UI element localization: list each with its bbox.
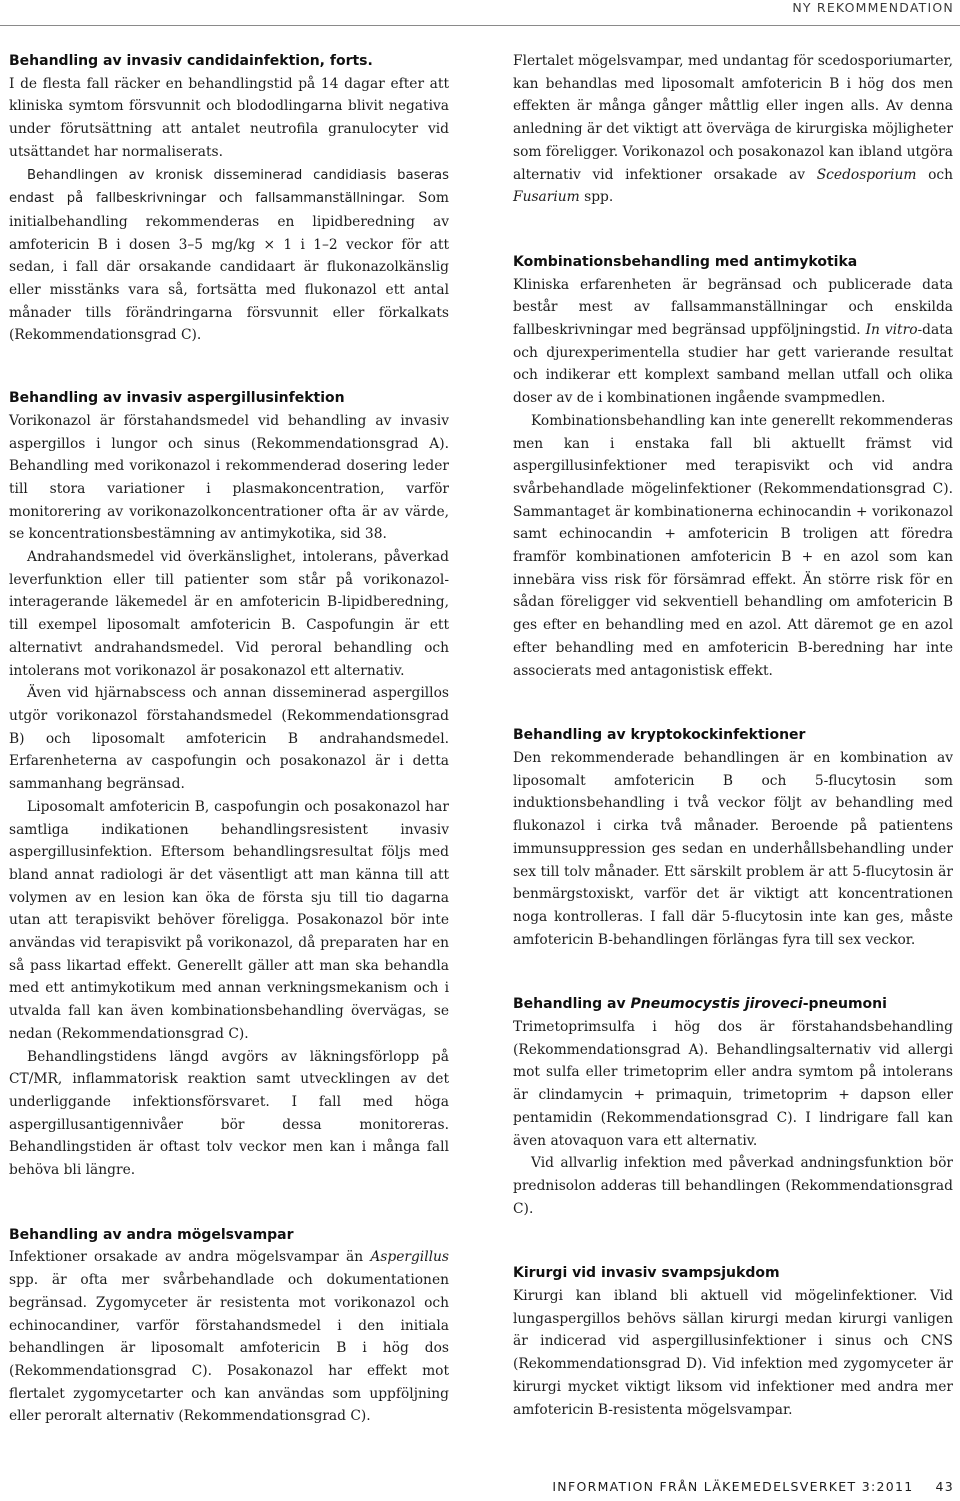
heading-candida-continued: Behandling av invasiv candidainfektion, forts. <box>9 53 373 69</box>
molds-cont-text-a: Flertalet mögelsvampar, med undantag för scedosporiumarter, kan behandlas med liposomalt amfotericin B i hög dos men effekten är många gånger måttlig eller ingen alls. Av denna anledning är det viktigt att överväga de kirurgiska möjligheter som föreligger. Vorikonazol och posakonazol kan ibland utgöra alternativ vid infektioner orsakade av <box>513 53 953 183</box>
heading-surgery: Kirurgi vid invasiv svampsjukdom <box>513 1265 780 1282</box>
heading-other-molds: Behandling av andra mögelsvampar <box>9 1226 294 1243</box>
footer <box>552 1479 954 1494</box>
paragraph-combination-evidence <box>513 274 953 410</box>
paragraph-surgery: Kirurgi kan ibland bli aktuell vid mögelinfektioner. Vid lungaspergillos behövs sällan kirurgi medan kirurgi vanligen är indicerad vid aspergillusinfektioner i sinus och CNS (Rekommendationsgrad D). Vid infektion med zygomyceter är kirurgi mycket viktigt liksom vid infektioner med andra mer amfotericin B-resistenta mögelsvampar. <box>513 1288 953 1418</box>
page-number: 43 <box>935 1479 954 1494</box>
paragraph-combination-recommendation: Kombinationsbehandling kan inte generellt rekommenderas men kan i enstaka fall bli aktuellt främst vid aspergillusinfektioner med terapisvikt och vid andra svårbehandlade mögelinfektioner (Rekommendationsgrad C). Sammantaget är kombinationerna echinocandin + vorikonazol samt echinocandin + amfotericin B troligen att föredra framför kombinationen amfotericin B + en azol som kan innebära viss risk för försämrad effekt. Än större risk för en sådan föreligger vid sekventiell behandling om amfotericin B ges efter en behandling med en azol. Att däremot ge en azol efter behandling med en amfotericin B-beredning har inte associerats med antagonistisk effekt. <box>513 412 953 679</box>
chronic-candidiasis-treatment: Som initialbehandling rekommenderas en lipidberedning av amfotericin B i dosen 3–5 mg/kg × 1 i 1–2 veckor för att sedan, i fall där orsakande candidaart är flukonazolkänslig eller misstänks vara så, fortsätta med flukonazol ett antal månader tills förändringarna försvunnit eller förkalkats (Rekommendationsgrad C). <box>9 190 449 344</box>
combo-text-a: Kliniska erfarenheten är begränsad och publicerade data består mest av fallsammanställningar och enskilda fallbeskrivningar med begränsad uppföljningstid. <box>513 276 953 339</box>
paragraph-other-molds-continued <box>513 50 953 209</box>
heading-pneumocystis <box>513 993 953 1016</box>
right-column <box>513 50 953 1421</box>
pneumocystis-heading-b: -pneumoni <box>802 996 887 1013</box>
paragraph-chronic-candidiasis <box>9 164 449 348</box>
paragraph-other-molds <box>9 1246 449 1428</box>
other-molds-text-a: Infektioner orsakade av andra mögelsvampar än <box>9 1249 371 1266</box>
header-divider <box>0 25 960 26</box>
other-molds-text-b: spp. är ofta mer svårbehandlade och dokumentationen begränsad. Zygomyceter är resistenta mot vorikonazol och echinocandiner, varför förstahandsmedel i den initiala behandlingen är liposomalt amfotericin B i hög dos (Rekommendationsgrad C). Posakonazol har effekt mot flertalet zygomycetarter och kan användas som uppföljning eller peroralt alternativ (Rekommendationsgrad C). <box>9 1272 449 1425</box>
molds-cont-text-c: spp. <box>579 189 614 206</box>
pneumocystis-heading-italic: Pneumocystis jiroveci <box>630 996 803 1013</box>
paragraph-aspergillus-duration: Behandlingstidens längd avgörs av läkningsförlopp på CT/MR, inflammatorisk reaktion samt utvecklingen av det underliggande infektionsförsvaret. I fall med höga aspergillusantigennivåer bör dessa monitoreras. Behandlingstiden är oftast tolv veckor men kan i många fall behöva bli längre. <box>9 1048 449 1179</box>
paragraph-aspergillus-resistant: Liposomalt amfotericin B, caspofungin och posakonazol har samtliga indikationen behandlingsresistent invasiv aspergillusinfektion. Eftersom behandlingsresultat följs med bland annat radiologi är det väsentligt att man känna till att volymen av en lesion kan öka de första sju till tio dagarna utan att terapisvikt behöver föreligga. Posakonazol bör inte användas vid terapisvikt på vorikonazol, då preparaten har en så pass likartad effekt. Generellt gäller att man ska behandla med ett antimykotikum med annan verkningsmekanism och i utvalda fall kan även kombinationsbehandling övervägas, se nedan (Rekommendationsgrad C). <box>9 798 449 1042</box>
paragraph-aspergillus-brain-abscess: Även vid hjärnabscess och annan disseminerad aspergillos utgör vorikonazol förstahandsmedel (Rekommendationsgrad B) och liposomalt amfotericin B andrahandsmedel. Erfarenheterna av caspofungin och posakonazol är i detta sammanhang begränsad. <box>9 685 449 793</box>
heading-combination-therapy: Kombinationsbehandling med antimykotika <box>513 253 858 270</box>
left-column <box>9 50 449 1428</box>
fusarium-italic: Fusarium <box>513 189 580 206</box>
in-vitro-italic: In vitro <box>865 322 918 339</box>
paragraph-aspergillus-second-line: Andrahandsmedel vid överkänslighet, intolerans, påverkad leverfunktion eller till patienter som står på vorikonazol-interagerande läkemedel är en amfotericin B-lipidberedning, till exempel liposomalt amfotericin B. Caspofungin är ett alternativt andrahandsmedel. Vid peroral behandling och intolerans mot vorikonazol är posakonazol ett alternativ. <box>9 549 449 679</box>
heading-cryptococcal: Behandling av kryptokockinfektioner <box>513 727 806 744</box>
combo-text-b: -data och djurexperimentella studier har gett varierande resultat och indikerar ett komplext samband mellan utfall och olika doser av de i kombinationen ingående svampmedlen. <box>513 322 954 407</box>
paragraph-pneumocystis-treatment: Trimetoprimsulfa i hög dos är förstahandsbehandling (Rekommendationsgrad A). Behandlingsalternativ vid allergi mot sulfa eller trimetoprim eller andra symtom på intolerans är clindamycin + primaquin, trimetoprim + dapson eller pentamidin (Rekommendationsgrad C). I lindrigare fall kan även atovaquon vara ett alternativ. <box>513 1019 953 1149</box>
paragraph-candida-duration: I de flesta fall räcker en behandlingstid på 14 dagar efter att kliniska symtom försvunnit och blododlingarna blivit negativa under förutsättning att antalet neutrofila granulocyter vid utsättandet har normaliserats. <box>9 75 449 160</box>
pneumocystis-heading-a: Behandling av <box>513 996 631 1013</box>
paragraph-aspergillus-first-line: Vorikonazol är förstahandsmedel vid behandling av invasiv aspergillos i lungor och sinus (Rekommendationsgrad A). Behandling med vorikonazol i rekommenderad dosering leder till stora variationer i plasmakoncentration, varför monitorering av vorikonazolkoncentrationer ofta är av värde, se koncentrationsbestämning av antimykotika, sid 38. <box>9 412 449 543</box>
heading-aspergillus: Behandling av invasiv aspergillusinfektion <box>9 390 345 407</box>
chronic-candidiasis-lead: Behandlingen av kronisk disseminerad candidiasis baseras endast på fallbeskrivningar och fallsammanställningar. <box>9 167 449 207</box>
section-label: NY REKOMMENDATION <box>792 0 954 15</box>
aspergillus-italic: Aspergillus <box>370 1249 449 1266</box>
molds-cont-text-b: och <box>916 166 953 183</box>
scedosporium-italic: Scedosporium <box>816 166 917 183</box>
footer-publication: INFORMATION FRÅN LÄKEMEDELSVERKET 3:2011 <box>552 1479 914 1494</box>
paragraph-cryptococcal: Den rekommenderade behandlingen är en kombination av liposomalt amfotericin B och 5-flucytosin som induktionsbehandling i två veckor följt av behandling med flukonazol i cirka två månader. Beroende på patientens immunsuppression ges sedan en underhållsbehandling under sex till tolv månader. Ett särskilt problem är att 5-flucytosin är benmärgstoxiskt, varför det är viktigt att koncentrationen noga kontrolleras. I fall där 5-flucytosin inte kan ges, måste amfotericin B-behandlingen förlängas fyra till sex veckor. <box>513 749 953 948</box>
paragraph-pneumocystis-prednisolone: Vid allvarlig infektion med påverkad andningsfunktion bör prednisolon adderas till behandlingen (Rekommendationsgrad C). <box>513 1155 953 1217</box>
